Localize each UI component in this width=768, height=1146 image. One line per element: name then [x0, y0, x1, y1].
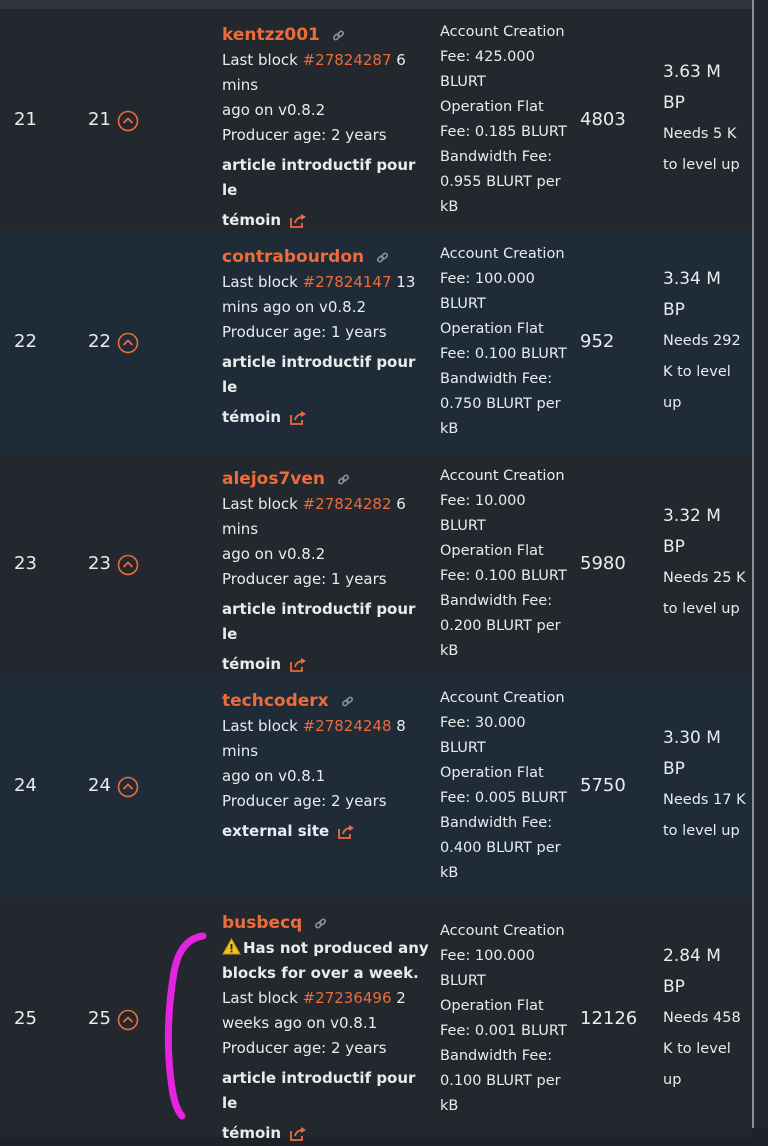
fee-line: Account Creation	[440, 690, 565, 706]
level-up-text: K to level	[663, 1041, 731, 1057]
external-link-icon[interactable]	[289, 213, 307, 229]
fee-line: 0.100 BLURT per	[440, 1073, 561, 1089]
fee-line: Account Creation	[440, 923, 565, 939]
producer-age: Producer age: 1 years	[222, 570, 387, 588]
witness-info	[222, 467, 432, 677]
warning-icon	[222, 938, 241, 955]
top-bar	[0, 0, 768, 9]
fee-line: kB	[440, 865, 459, 881]
level-up-text: up	[663, 395, 682, 411]
external-link-icon[interactable]	[337, 824, 355, 840]
level-up-text: Needs 25 K	[663, 570, 746, 586]
missed-blocks: 4803	[580, 109, 626, 130]
vote-rank: 24	[88, 775, 111, 796]
vote-rank: 22	[88, 331, 111, 352]
fee-cell	[440, 242, 570, 442]
upvote-icon[interactable]	[117, 1009, 139, 1031]
rank-cell: 23	[14, 553, 37, 574]
bp-unit: BP	[663, 759, 685, 779]
fee-line: BLURT	[440, 296, 486, 312]
level-up-text: Needs 292	[663, 333, 741, 349]
fee-line: kB	[440, 1098, 459, 1114]
fee-line: Fee: 100.000	[440, 271, 535, 287]
rank-cell: 24	[14, 775, 37, 796]
last-block-label: Last block	[222, 273, 303, 291]
fee-line: Operation Flat	[440, 765, 544, 781]
bp-value: 3.34 M	[663, 269, 721, 289]
last-block-time: 6 mins	[222, 495, 406, 538]
link-icon[interactable]	[332, 29, 345, 42]
fee-line: Operation Flat	[440, 99, 544, 115]
fee-line: Fee: 0.001 BLURT	[440, 1023, 567, 1039]
witness-description-link[interactable]: article introductif pour le	[222, 1069, 416, 1112]
table-row	[0, 231, 752, 453]
bp-unit: BP	[663, 300, 685, 320]
level-up-text: up	[663, 1072, 682, 1088]
witness-description-link[interactable]: article introductif pour le	[222, 156, 416, 199]
fee-line: 0.400 BLURT per	[440, 840, 561, 856]
last-block-version: ago on v0.8.2	[222, 545, 326, 563]
external-link-icon[interactable]	[289, 657, 307, 673]
fee-line: Operation Flat	[440, 321, 544, 337]
fee-line: Fee: 100.000	[440, 948, 535, 964]
fee-line: Fee: 0.185 BLURT	[440, 124, 567, 140]
witness-name-link[interactable]: alejos7ven	[222, 469, 325, 489]
level-up-text: Needs 17 K	[663, 792, 746, 808]
missed-blocks: 12126	[580, 1008, 638, 1029]
fee-line: Operation Flat	[440, 998, 544, 1014]
fee-line: Account Creation	[440, 246, 565, 262]
fee-line: Fee: 0.100 BLURT	[440, 346, 567, 362]
witness-info	[222, 911, 432, 1146]
fee-line: Operation Flat	[440, 543, 544, 559]
fee-line: BLURT	[440, 74, 486, 90]
fee-line: Fee: 30.000	[440, 715, 526, 731]
last-block-version: weeks ago on v0.8.1	[222, 1014, 378, 1032]
link-icon[interactable]	[314, 917, 327, 930]
producer-age: Producer age: 1 years	[222, 323, 387, 341]
block-link[interactable]: #27824287	[302, 51, 392, 69]
warning-text: blocks for over a week.	[222, 964, 419, 982]
bp-unit: BP	[663, 93, 685, 113]
last-block-label: Last block	[222, 495, 303, 513]
fee-line: Bandwidth Fee:	[440, 1048, 553, 1064]
level-up-text: Needs 5 K	[663, 126, 737, 142]
fee-cell	[440, 686, 570, 886]
vote-rank: 21	[88, 109, 111, 130]
vote-rank: 23	[88, 553, 111, 574]
block-link[interactable]: #27236496	[302, 989, 392, 1007]
fee-line: kB	[440, 643, 459, 659]
upvote-icon[interactable]	[117, 776, 139, 798]
vote-rank: 25	[88, 1008, 111, 1029]
last-block-time: 2	[391, 989, 406, 1007]
last-block-label: Last block	[222, 989, 303, 1007]
external-link-icon[interactable]	[289, 410, 307, 426]
block-link[interactable]: #27824147	[302, 273, 392, 291]
witness-info	[222, 23, 432, 233]
fee-line: Bandwidth Fee:	[440, 815, 553, 831]
scrollbar-divider	[752, 0, 754, 1128]
witness-description-link[interactable]: témoin	[222, 211, 282, 229]
last-block-time: 8 mins	[222, 717, 406, 760]
bp-cell	[663, 941, 747, 1096]
fee-line: Fee: 0.005 BLURT	[440, 790, 567, 806]
bp-cell	[663, 501, 747, 625]
table-row	[0, 675, 752, 897]
table-row	[0, 9, 752, 231]
scrollbar-track[interactable]	[752, 0, 768, 1128]
link-icon[interactable]	[376, 251, 389, 264]
missed-blocks: 5750	[580, 775, 626, 796]
producer-age: Producer age: 2 years	[222, 792, 387, 810]
bp-unit: BP	[663, 977, 685, 997]
fee-line: Account Creation	[440, 24, 565, 40]
fee-line: BLURT	[440, 518, 486, 534]
level-up-text: to level up	[663, 601, 740, 617]
block-link[interactable]: #27824282	[302, 495, 392, 513]
level-up-text: to level up	[663, 823, 740, 839]
bp-cell	[663, 723, 747, 847]
witness-description-link[interactable]: article introductif pour le	[222, 600, 416, 643]
last-block-version: ago on v0.8.2	[222, 101, 326, 119]
fee-line: kB	[440, 199, 459, 215]
witness-description-link[interactable]: article introductif pour le	[222, 353, 416, 396]
bp-value: 2.84 M	[663, 946, 721, 966]
rank-cell: 25	[14, 1008, 37, 1029]
last-block-version: mins ago on v0.8.2	[222, 298, 367, 316]
last-block-version: ago on v0.8.1	[222, 767, 326, 785]
last-block-time: 13	[391, 273, 416, 291]
fee-line: kB	[440, 421, 459, 437]
fee-line: BLURT	[440, 973, 486, 989]
fee-line: Bandwidth Fee:	[440, 593, 553, 609]
bp-cell	[663, 264, 747, 419]
last-block-label: Last block	[222, 717, 303, 735]
fee-cell	[440, 464, 570, 664]
table-row	[0, 897, 752, 1142]
witness-description-link[interactable]: témoin	[222, 1124, 282, 1142]
level-up-text: K to level	[663, 364, 731, 380]
table-row	[0, 453, 752, 675]
upvote-icon[interactable]	[117, 554, 139, 576]
fee-line: 0.750 BLURT per	[440, 396, 561, 412]
level-up-text: to level up	[663, 157, 740, 173]
warning-text: Has not produced any	[243, 939, 429, 957]
fee-line: Fee: 0.100 BLURT	[440, 568, 567, 584]
last-block-time: 6 mins	[222, 51, 406, 94]
last-block-label: Last block	[222, 51, 303, 69]
link-icon[interactable]	[337, 473, 350, 486]
producer-age: Producer age: 2 years	[222, 126, 387, 144]
witness-name-link[interactable]: techcoderx	[222, 691, 329, 711]
fee-line: Account Creation	[440, 468, 565, 484]
witness-description-link[interactable]: témoin	[222, 655, 282, 673]
witness-name-link[interactable]: busbecq	[222, 913, 303, 933]
witness-name-link[interactable]: kentzz001	[222, 25, 320, 45]
fee-line: 0.200 BLURT per	[440, 618, 561, 634]
missed-blocks: 5980	[580, 553, 626, 574]
block-link[interactable]: #27824248	[302, 717, 392, 735]
bp-cell	[663, 57, 747, 181]
rank-cell: 22	[14, 331, 37, 352]
bp-value: 3.30 M	[663, 728, 721, 748]
witness-name-link[interactable]: contrabourdon	[222, 247, 365, 267]
witness-description-link[interactable]: témoin	[222, 408, 282, 426]
bp-unit: BP	[663, 537, 685, 557]
witness-info	[222, 245, 432, 430]
missed-blocks: 952	[580, 331, 615, 352]
fee-cell	[440, 20, 570, 220]
upvote-icon[interactable]	[117, 332, 139, 354]
producer-age: Producer age: 2 years	[222, 1039, 387, 1057]
fee-line: 0.955 BLURT per	[440, 174, 561, 190]
fee-line: Fee: 10.000	[440, 493, 526, 509]
fee-line: BLURT	[440, 740, 486, 756]
bp-value: 3.32 M	[663, 506, 721, 526]
fee-line: Fee: 425.000	[440, 49, 535, 65]
fee-line: Bandwidth Fee:	[440, 371, 553, 387]
bp-value: 3.63 M	[663, 62, 721, 82]
handwritten-bracket-annotation	[160, 928, 210, 1124]
rank-cell: 21	[14, 109, 37, 130]
link-icon[interactable]	[341, 695, 354, 708]
external-site-link[interactable]: external site	[222, 822, 330, 840]
fee-cell	[440, 919, 570, 1119]
witness-info	[222, 689, 432, 844]
upvote-icon[interactable]	[117, 110, 139, 132]
fee-line: Bandwidth Fee:	[440, 149, 553, 165]
level-up-text: Needs 458	[663, 1010, 741, 1026]
